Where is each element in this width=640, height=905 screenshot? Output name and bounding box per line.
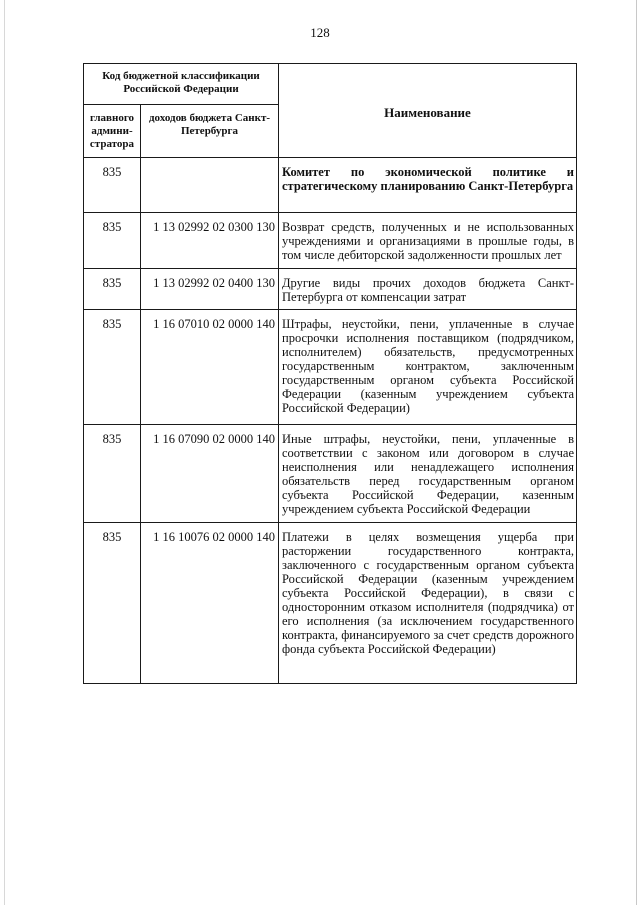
table-row (84, 425, 577, 523)
header-admin: главного админи-стратора (84, 105, 141, 158)
scan-edge-right (636, 0, 637, 905)
table-row (84, 523, 577, 684)
income-code-cell: 1 16 07010 02 0000 140 (141, 310, 279, 425)
name-cell: Возврат средств, полученных и не использованных учреждениями и организациями в прошлые годы, в том числе дебиторской задолженности прошлых лет (279, 213, 577, 269)
name-cell: Другие виды прочих доходов бюджета Санкт-Петербурга от компенсации затрат (279, 269, 577, 310)
admin-code-cell: 835 (84, 310, 141, 425)
income-code-cell (141, 158, 279, 213)
income-code-cell: 1 16 10076 02 0000 140 (141, 523, 279, 684)
budget-classification-table (83, 63, 577, 684)
header-classification-title: Код бюджетной классификации Российской Федерации (84, 64, 279, 105)
header-income: доходов бюджета Санкт-Петербурга (141, 105, 279, 158)
name-cell: Комитет по экономической политике и стратегическому планированию Санкт-Петербурга (279, 158, 577, 213)
admin-code-cell: 835 (84, 269, 141, 310)
admin-code-cell: 835 (84, 158, 141, 213)
name-cell: Штрафы, неустойки, пени, уплаченные в случае просрочки исполнения поставщиком (подрядчиком, исполнителем) обязательств, предусмотренных государственным контрактом, заключенным государственным органом субъекта Российской Федерации (казенным учреждением субъекта Российской Федерации) (279, 310, 577, 425)
income-code-cell: 1 13 02992 02 0400 130 (141, 269, 279, 310)
scan-edge-left (4, 0, 5, 905)
table-row (84, 213, 577, 269)
table-row (84, 310, 577, 425)
table-row (84, 158, 577, 213)
header-name: Наименование (279, 64, 577, 158)
admin-code-cell: 835 (84, 523, 141, 684)
table-row (84, 269, 577, 310)
name-cell: Иные штрафы, неустойки, пени, уплаченные в соответствии с законом или договором в случае неисполнения или ненадлежащего исполнения обязательств перед государственным органом субъекта Российской Федерации, казенным учреждением субъекта Российской Федерации (279, 425, 577, 523)
admin-code-cell: 835 (84, 213, 141, 269)
admin-code-cell: 835 (84, 425, 141, 523)
page-number: 128 (310, 25, 330, 40)
header-row-main (84, 64, 577, 105)
income-code-cell: 1 13 02992 02 0300 130 (141, 213, 279, 269)
income-code-cell: 1 16 07090 02 0000 140 (141, 425, 279, 523)
name-cell: Платежи в целях возмещения ущерба при расторжении государственного контракта, заключенного с государственным органом субъекта Российской Федерации (казенным учреждением субъекта Российской Федерации), в связи с односторонним отказом исполнителя (подрядчика) от его исполнения (за исключением государственного контракта, финансируемого за счет средств дорожного фонда субъекта Российской Федерации) (279, 523, 577, 684)
